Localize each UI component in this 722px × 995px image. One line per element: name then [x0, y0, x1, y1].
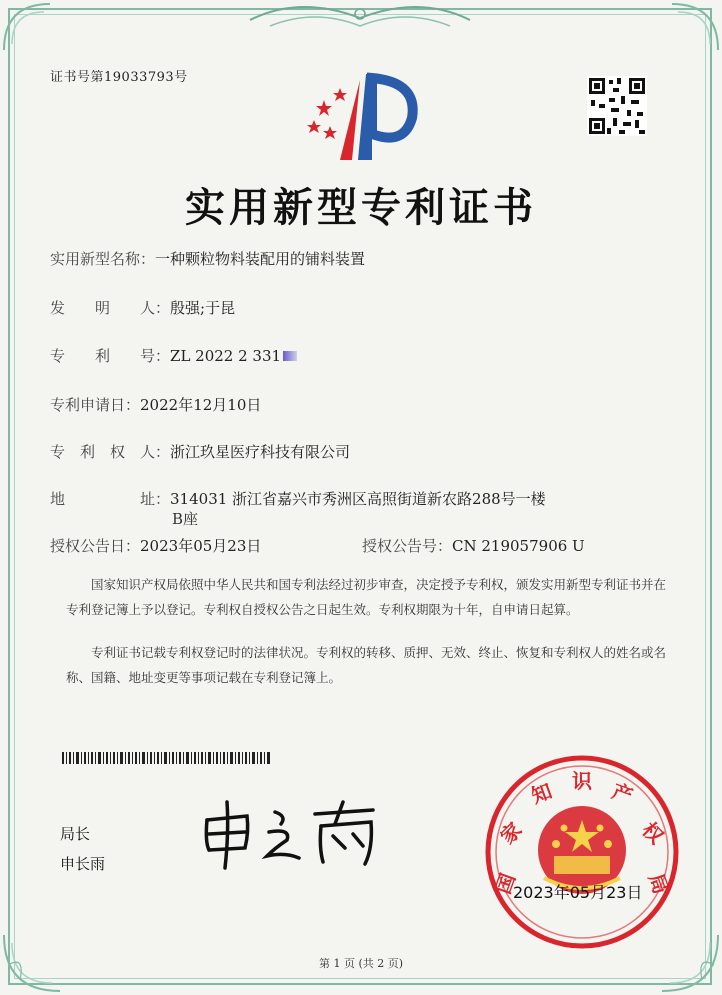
certificate-title: 实用新型专利证书 [185, 184, 537, 231]
inventor-row [50, 297, 235, 318]
filing-date-label: 专利申请日： [50, 396, 141, 414]
patent-number-label: 专 利 号： [50, 347, 171, 365]
corner-ornament-top-left [0, 0, 60, 60]
patent-number-row [50, 345, 297, 366]
address-label: 地 址： [50, 490, 171, 508]
svg-text:识: 识 [572, 769, 592, 793]
body-paragraph-1: 国家知识产权局依照中华人民共和国专利法经过初步审查，决定授予专利权，颁发实用新型专利证书并在专利登记簿上予以登记。专利权自授权公告之日起生效。专利权期限为十年，自申请日起算。 [66, 577, 667, 617]
grant-number-label: 授权公告号： [362, 537, 453, 555]
grant-date-label: 授权公告日： [50, 537, 141, 555]
inventor-label: 发 明 人： [50, 299, 171, 317]
grant-number-row [362, 535, 585, 556]
patent-number-value: ZL 2022 2 331 [170, 347, 282, 365]
signature-name: 申长雨 [60, 855, 106, 873]
filing-date-row [50, 394, 261, 415]
svg-text:产: 产 [608, 778, 636, 809]
corner-ornament-top-right [662, 0, 722, 60]
grant-number-value: CN 219057906 U [452, 537, 585, 555]
page-footer: 第 1 页 (共 2 页) [318, 957, 404, 970]
signature-title: 局长 [60, 825, 91, 843]
patentee-row [50, 441, 350, 462]
redaction-mark [283, 351, 297, 361]
top-ornament [240, 0, 480, 36]
cnipa-logo-icon [300, 68, 426, 164]
svg-text:国: 国 [490, 870, 521, 898]
inventor-value: 殷强;于昆 [170, 299, 236, 317]
official-seal [482, 752, 682, 952]
seal-date: 2023年05月23日 [513, 883, 643, 902]
address-row [50, 488, 546, 509]
utility-model-name-value: 一种颗粒物料装配用的铺料装置 [155, 250, 366, 268]
body-paragraph-2: 专利证书记载专利权登记时的法律状况。专利权的转移、质押、无效、终止、恢复和专利权人的姓名或名称、国籍、地址变更等事项记载在专利登记簿上。 [66, 645, 667, 685]
patentee-label: 专 利 权 人： [50, 443, 171, 461]
svg-text:知: 知 [528, 778, 556, 809]
filing-date-value: 2022年12月10日 [140, 396, 262, 414]
grant-date-row [50, 535, 261, 556]
certificate-number: 证书号第19033793号 [50, 70, 188, 85]
utility-model-name-row [50, 248, 365, 269]
svg-text:权: 权 [637, 817, 669, 849]
utility-model-name-label: 实用新型名称： [50, 250, 156, 268]
svg-text:家: 家 [495, 817, 527, 849]
svg-text:局: 局 [643, 870, 674, 898]
handwritten-signature [195, 792, 385, 870]
grant-date-value: 2023年05月23日 [140, 537, 262, 555]
address-value-line2: B座 [172, 510, 199, 528]
patentee-value: 浙江玖星医疗科技有限公司 [170, 443, 351, 461]
address-value-line1: 314031 浙江省嘉兴市秀洲区高照街道新农路288号一楼 [170, 490, 546, 508]
qr-code-icon [587, 76, 647, 136]
barcode-icon [62, 752, 272, 764]
